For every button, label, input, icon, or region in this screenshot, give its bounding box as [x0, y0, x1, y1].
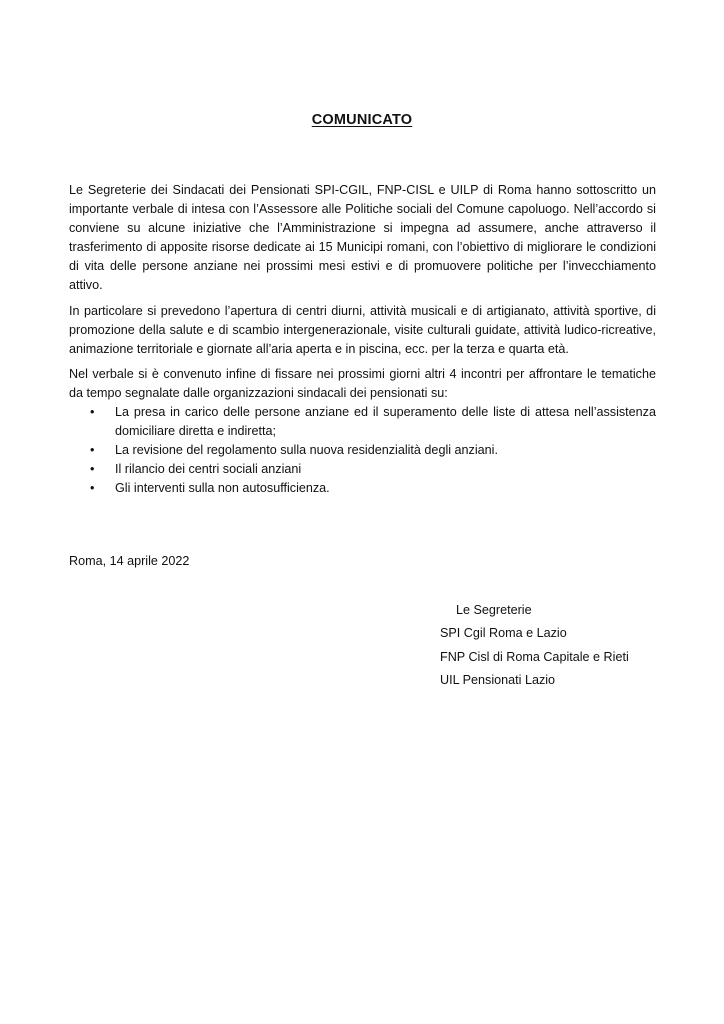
- signature-heading: Le Segreterie: [456, 603, 532, 617]
- list-item: [90, 441, 656, 460]
- paragraph-meetings: Nel verbale si è convenuto infine di fissare nei prossimi giorni altri 4 incontri per affrontare le tematiche da tempo segnalate dalle organizzazioni sindacali dei pensionati su:: [69, 366, 656, 400]
- list-item-text: La revisione del regolamento sulla nuova residenzialità degli anziani.: [115, 443, 498, 458]
- signature-line-spi: SPI Cgil Roma e Lazio: [440, 626, 567, 641]
- list-item: [90, 403, 656, 441]
- bullet-icon: •: [90, 462, 95, 477]
- bullet-icon: •: [90, 405, 95, 420]
- list-item-text: Gli interventi sulla non autosufficienza.: [115, 481, 330, 496]
- signature-line-fnp: FNP Cisl di Roma Capitale e Rieti: [440, 649, 629, 664]
- bullet-icon: •: [90, 443, 95, 458]
- document-body: [69, 181, 656, 499]
- list-item-text: La presa in carico delle persone anziane ed il superamento delle liste di attesa nell’assistenza domiciliare diretta e indiretta;: [115, 405, 656, 439]
- document-title: COMUNICATO: [311, 112, 413, 128]
- signature-block: [440, 599, 629, 692]
- list-item: [90, 460, 656, 479]
- place-and-date: Roma, 14 aprile 2022: [69, 554, 190, 568]
- paragraph-initiatives: In particolare si prevedono l’apertura di centri diurni, attività musicali e di artigianato, attività sportive, di promozione della salute e di scambio intergenerazionale, visite culturali guidate, attività ludico-ricreative, animazione territoriale e giornate all’aria aperta e in piscina, ecc. per la terza e quarta età.: [69, 303, 656, 356]
- paragraph-intro: Le Segreterie dei Sindacati dei Pensionati SPI-CGIL, FNP-CISL e UILP di Roma hanno sottoscritto un importante verbale di intesa con l’Assessore alle Politiche sociali del Comune capoluogo. Nell’accordo si conviene su alcune iniziative che l’Amministrazione si impegna ad assumere, anche attraverso il trasferimento di apposite risorse dedicate ai 15 Municipi romani, con l’obiettivo di migliorare le condizioni di vita delle persone anziane nei prossimi mesi estivi e di promuovere politiche per l’invecchiamento attivo.: [69, 183, 656, 293]
- list-item-text: Il rilancio dei centri sociali anziani: [115, 462, 302, 477]
- list-item: [90, 479, 656, 498]
- topics-list: [69, 403, 656, 498]
- signature-line-uil: UIL Pensionati Lazio: [440, 672, 556, 687]
- bullet-icon: •: [90, 481, 95, 496]
